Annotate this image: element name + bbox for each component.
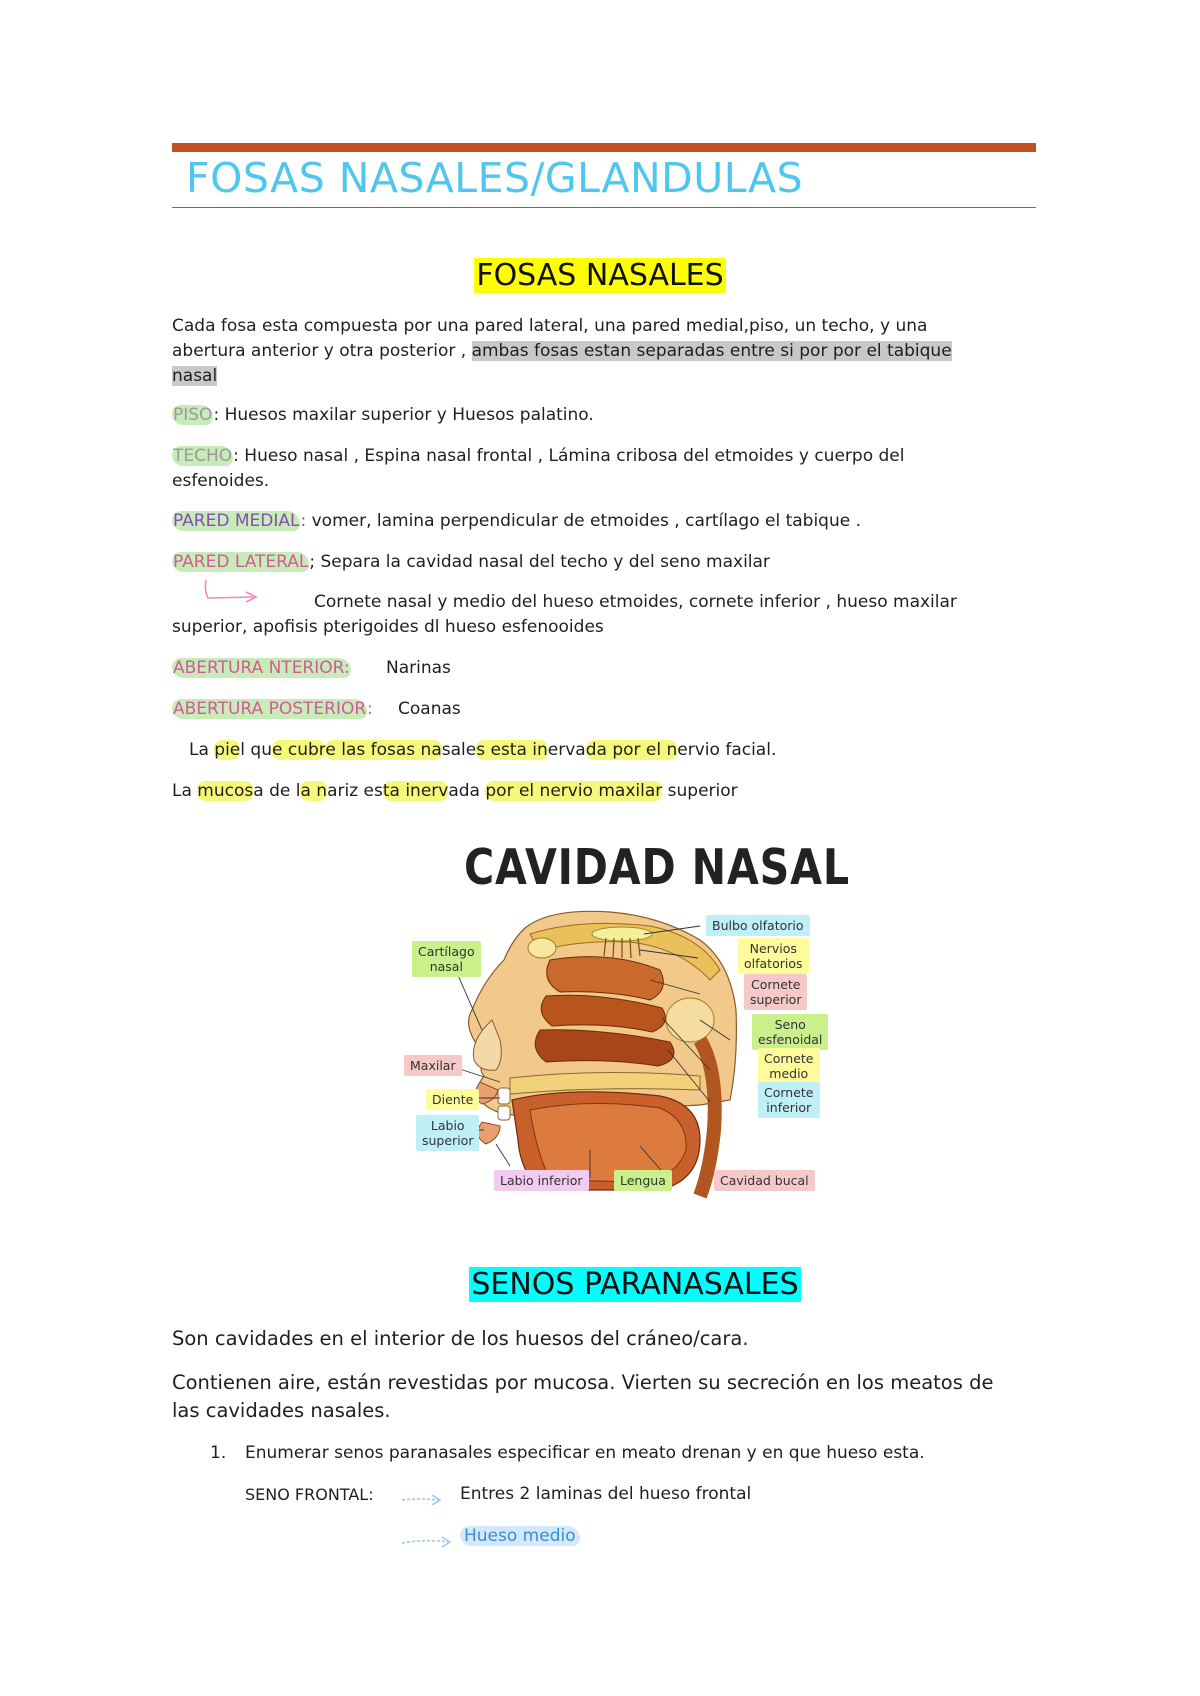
blue-arrow-icon xyxy=(400,1490,444,1510)
label-line: inferior xyxy=(766,1100,812,1115)
title-rule-top xyxy=(172,143,1036,152)
mucosa-seg: a de l xyxy=(253,781,301,801)
piel-seg-highlight: pie xyxy=(214,740,241,760)
techo-line-2: esfenoides. xyxy=(172,471,270,491)
mucosa-seg-highlight: mucos xyxy=(197,781,254,801)
document-title: FOSAS NASALES/GLANDULAS xyxy=(186,154,804,202)
senos-paragraph-2-line-2: las cavidades nasales. xyxy=(172,1399,391,1422)
piel-seg-highlight: e cubr xyxy=(271,740,326,760)
blue-arrow-icon xyxy=(400,1532,456,1552)
intro-text: abertura anterior y otra posterior , xyxy=(172,341,472,361)
techo-text: : Hueso nasal , Espina nasal frontal , Lámina cribosa del etmoides y cuerpo del xyxy=(233,446,905,466)
pared-medial-text: vomer, lamina perpendicular de etmoides , cartílago el tabique . xyxy=(306,511,862,531)
label-line: Nervios xyxy=(749,941,797,956)
mucosa-seg: La xyxy=(172,781,198,801)
senos-paragraph-2-line-1: Contienen aire, están revestidas por mucosa. Vierten su secreción en los meatos de xyxy=(172,1371,994,1394)
piel-seg: sale xyxy=(441,740,477,760)
label-line: Cornete xyxy=(750,977,801,992)
pared-medial-line xyxy=(172,509,861,534)
pared-lateral-label: PARED LATERAL xyxy=(173,552,309,572)
mucosa-seg-highlight: a n xyxy=(300,781,328,801)
pink-arrow-icon xyxy=(200,578,264,604)
list-item-1: Enumerar senos paranasales especificar en meato drenan y en que hueso esta. xyxy=(245,1443,925,1463)
title-rule-bottom xyxy=(172,207,1036,208)
highlighted-text: nasal xyxy=(172,366,218,386)
figure-title: CAVIDAD NASAL xyxy=(464,839,850,896)
label-line: Seno xyxy=(774,1017,806,1032)
piso-line xyxy=(172,403,594,428)
label-line: superior xyxy=(750,992,802,1007)
label-cornete-medio xyxy=(758,1048,820,1084)
label-line: medio xyxy=(769,1066,809,1081)
list-number: 1. xyxy=(210,1443,227,1463)
label-cornete-superior xyxy=(744,974,807,1010)
piel-line xyxy=(189,738,776,763)
label-line: Cartílago xyxy=(418,944,475,959)
label-lengua: Lengua xyxy=(614,1170,672,1191)
label-diente: Diente xyxy=(426,1089,479,1110)
label-cavidad-bucal: Cavidad bucal xyxy=(714,1170,815,1191)
mucosa-line xyxy=(172,779,738,804)
label-maxilar: Maxilar xyxy=(404,1055,462,1076)
abertura-anterior-label: ABERTURA NTERIOR: xyxy=(173,658,350,678)
label-line: Cornete xyxy=(764,1085,814,1100)
pared-medial-label: PARED MEDIAL xyxy=(173,511,300,531)
techo-label: TECHO xyxy=(173,446,233,466)
pared-lateral-cont-1: Cornete nasal y medio del hueso etmoides, cornete inferior , hueso maxilar xyxy=(314,592,957,612)
hueso-medio-line xyxy=(460,1524,580,1549)
intro-line-2 xyxy=(172,339,952,364)
section-heading-wrap xyxy=(0,255,1200,297)
mucosa-seg-highlight: por el nervio maxilar xyxy=(485,781,663,801)
label-line: Labio xyxy=(430,1118,465,1133)
label-labio-superior xyxy=(416,1115,479,1151)
abertura-anterior-text: Narinas xyxy=(386,658,451,678)
piel-seg: l qu xyxy=(240,740,272,760)
label-nervios-olfatorios xyxy=(738,938,809,974)
highlighted-text: ambas fosas estan separadas entre si por por el tabique xyxy=(471,341,952,361)
intro-line-1: Cada fosa esta compuesta por una pared lateral, una pared medial,piso, un techo, y una xyxy=(172,316,928,336)
hueso-medio-text: Hueso medio xyxy=(460,1526,580,1546)
piel-seg: ervio facial. xyxy=(677,740,777,760)
nasal-cavity-figure xyxy=(400,900,830,1210)
senos-paragraph-1: Son cavidades en el interior de los huesos del cráneo/cara. xyxy=(172,1327,749,1350)
section-heading-fosas-nasales: FOSAS NASALES xyxy=(476,258,724,293)
label-cornete-inferior xyxy=(758,1082,820,1118)
section-heading-wrap xyxy=(0,1264,1200,1306)
piel-seg-highlight: da por el n xyxy=(585,740,678,760)
pared-lateral-text: ; Separa la cavidad nasal del techo y del seno maxilar xyxy=(309,552,770,572)
label-line: Cornete xyxy=(764,1051,814,1066)
mucosa-seg: superior xyxy=(662,781,738,801)
intro-line-3 xyxy=(172,364,217,389)
pared-lateral-line xyxy=(172,550,770,575)
section-heading-senos-paranasales: SENOS PARANASALES xyxy=(471,1267,799,1302)
pared-lateral-cont-2: superior, apofisis pterigoides dl hueso esfenooides xyxy=(172,617,604,637)
piel-seg-highlight: e las fosas na xyxy=(325,740,442,760)
label-bulbo-olfatorio: Bulbo olfatorio xyxy=(706,915,810,936)
abertura-posterior-label: ABERTURA POSTERIOR xyxy=(173,699,367,719)
seno-frontal-text: Entres 2 laminas del hueso frontal xyxy=(460,1484,752,1504)
piso-label: PISO xyxy=(173,405,213,425)
piso-text: : Huesos maxilar superior y Huesos palatino. xyxy=(213,405,594,425)
mucosa-seg: ada xyxy=(448,781,486,801)
abertura-anterior-line xyxy=(172,656,351,681)
label-line: superior xyxy=(422,1133,474,1148)
piel-seg: La xyxy=(189,740,215,760)
mucosa-seg: ariz es xyxy=(327,781,383,801)
label-labio-inferior: Labio inferior xyxy=(494,1170,589,1191)
label-seno-esfenoidal xyxy=(752,1014,828,1050)
techo-line xyxy=(172,444,904,469)
label-line: olfatorios xyxy=(744,956,803,971)
abertura-posterior-line xyxy=(172,697,373,722)
mucosa-seg-highlight: ta inerv xyxy=(382,781,449,801)
label-cartilago-nasal xyxy=(412,941,481,977)
label-line: nasal xyxy=(429,959,463,974)
abertura-posterior-text: Coanas xyxy=(398,699,461,719)
pared-medial-sep: : xyxy=(300,511,307,531)
piel-seg-highlight: s esta in xyxy=(476,740,548,760)
abertura-posterior-sep: : xyxy=(367,699,373,719)
piel-seg: erva xyxy=(547,740,586,760)
label-line: esfenoidal xyxy=(758,1032,823,1047)
seno-frontal-label: SENO FRONTAL: xyxy=(245,1485,374,1504)
